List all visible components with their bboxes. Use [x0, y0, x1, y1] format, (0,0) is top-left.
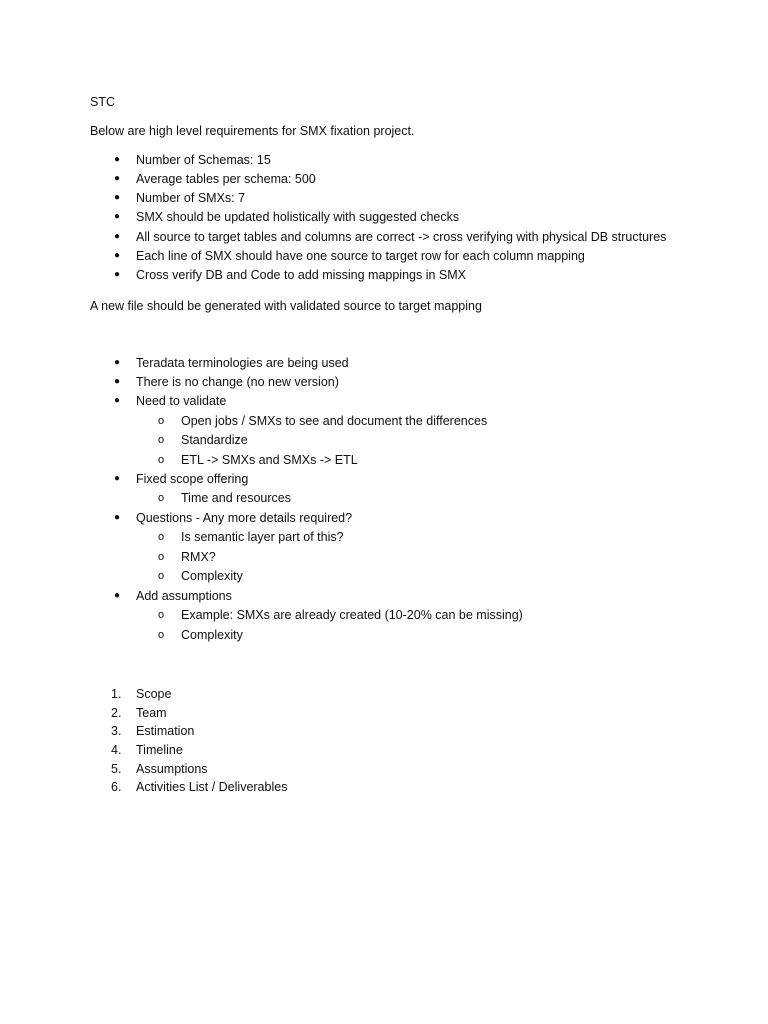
intro-paragraph: Below are high level requirements for SMX fixation project.: [90, 124, 415, 138]
bullet-icon: ●: [114, 250, 121, 261]
circle-bullet-icon: o: [158, 551, 165, 563]
new-file-paragraph: A new file should be generated with validated source to target mapping: [90, 299, 482, 313]
bullet-icon: ●: [114, 590, 121, 601]
bullet-icon: ●: [114, 473, 121, 484]
circle-bullet-icon: o: [158, 492, 165, 504]
doc-title: STC: [90, 95, 115, 109]
circle-bullet-icon: o: [158, 415, 165, 427]
bullet-icon: ●: [114, 211, 121, 222]
bullet-icon: ●: [114, 357, 121, 368]
bullet-icon: ●: [114, 192, 121, 203]
bullet-icon: ●: [114, 231, 121, 242]
circle-bullet-icon: o: [158, 454, 165, 466]
document-page: STC Below are high level requirements for SMX fixation project. ● Number of Schemas: 15 ● Average tables per schema: 500 ● Number of SMXs: 7 ● SMX should be updated holistically with suggested checks ● All source to target tables and columns are correct -> cross verifying with physical DB structures ● Each line of SMX should have one source to target row for each column mapping ● Cross verify DB and Code to add missing mappings in SMX A new file should be generated with validated source to target mapping ● Teradata terminologies are being used ● There is no change (no new version) ● Need to validate o Open jobs / SMXs to see and document the differences o Standardize o ETL -> SMXs and SMXs -> ETL ● Fixed scope offering o Time and resources ● Questions - Any more details required? o Is semantic layer part of this? o RMX? o Complexity ● Add assumptions o Example: SMXs are already created (10-20% can be missing) o Complexity 1. Scope 2. Team 3. Estimation 4. Timeline 5. Assumptions 6. Activities List / Deliverables: [90, 95, 667, 794]
bullet-icon: ●: [114, 512, 121, 523]
bullet-icon: ●: [114, 173, 121, 184]
circle-bullet-icon: o: [158, 629, 165, 641]
circle-bullet-icon: o: [158, 570, 165, 582]
circle-bullet-icon: o: [158, 531, 165, 543]
circle-bullet-icon: o: [158, 609, 165, 621]
circle-bullet-icon: o: [158, 434, 165, 446]
bullet-icon: ●: [114, 154, 121, 165]
bullet-icon: ●: [114, 376, 121, 387]
bullet-icon: ●: [114, 395, 121, 406]
bullet-icon: ●: [114, 269, 121, 280]
